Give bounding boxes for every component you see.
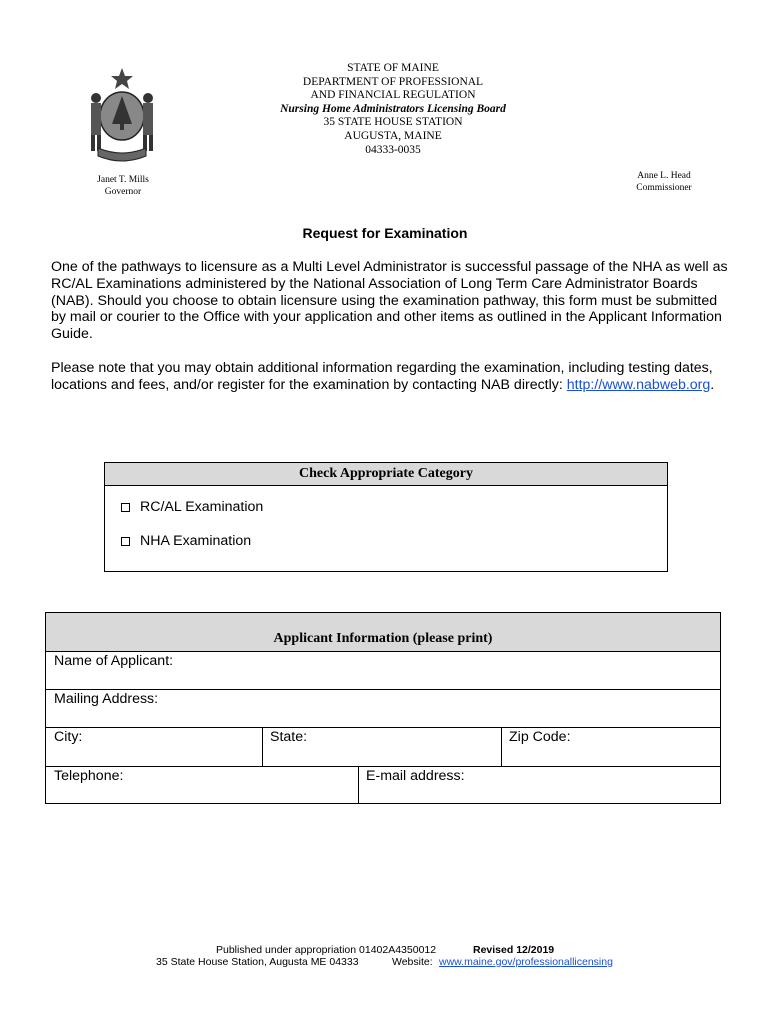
header-address-2: AUGUSTA, MAINE <box>344 129 442 142</box>
category-box <box>104 462 668 572</box>
header-line-2: DEPARTMENT OF PROFESSIONAL <box>302 75 484 88</box>
commissioner-title: Commissioner <box>636 183 692 193</box>
header-line-1: STATE OF MAINE <box>347 62 439 74</box>
intro-paragraph: One of the pathways to licensure as a Multi Level Administrator is successful passage of the NHA as well as RC/AL Examinations administered by the National Association of Long Term Care Administrator Boards (NAB). Should you choose to obtain licensure using the examination pathway, this form must be submitted by mail or courier to the Office with your application and other items as outlined in the Applicant Information Guide. <box>51 259 728 343</box>
telephone-label: Telephone: <box>54 768 124 784</box>
column-divider <box>262 727 263 766</box>
agency-header <box>230 62 556 157</box>
email-label: E-mail address: <box>366 768 465 784</box>
option-nha[interactable] <box>121 533 251 549</box>
info-paragraph <box>51 360 731 394</box>
footer-address: 35 State House Station, Augusta ME 04333 <box>156 956 359 968</box>
state-label: State: <box>270 729 308 745</box>
option-rcal-label: RC/AL Examination <box>140 499 264 515</box>
row-divider <box>46 651 720 652</box>
header-zip: 04333-0035 <box>365 143 421 156</box>
commissioner-block <box>624 170 704 194</box>
footer-published: Published under appropriation 01402A4350012 <box>216 944 437 956</box>
applicant-heading: Applicant Information (please print) <box>273 631 493 646</box>
footer-website-link[interactable]: www.maine.gov/professionallicensing <box>439 956 613 968</box>
checkbox-icon[interactable] <box>121 503 130 512</box>
footer-revised: Revised 12/2019 <box>473 944 555 956</box>
row-divider <box>46 689 720 690</box>
info-paragraph-end: . <box>710 376 715 393</box>
row-divider <box>46 727 720 728</box>
city-label: City: <box>54 729 83 745</box>
governor-title: Governor <box>104 187 142 197</box>
option-nha-label: NHA Examination <box>140 533 252 549</box>
governor-block <box>84 174 162 198</box>
commissioner-name: Anne L. Head <box>637 171 691 181</box>
board-name: Nursing Home Administrators Licensing Board <box>280 102 506 115</box>
applicant-info-table <box>45 612 721 804</box>
zip-code-label: Zip Code: <box>509 729 571 745</box>
option-rcal[interactable] <box>121 499 263 515</box>
category-heading: Check Appropriate Category <box>105 463 667 486</box>
page-title: Request for Examination <box>302 225 468 241</box>
mailing-address-label: Mailing Address: <box>54 691 159 707</box>
column-divider <box>501 727 502 766</box>
header-line-3: AND FINANCIAL REGULATION <box>310 89 476 102</box>
name-label: Name of Applicant: <box>54 653 174 669</box>
row-divider <box>46 766 720 767</box>
info-paragraph-text: Please note that you may obtain additional information regarding the examination, including testing dates, locations and fees, and/or register for the examination by contacting NAB directly: <box>51 360 713 393</box>
footer-website-label: Website: <box>392 956 433 968</box>
governor-name: Janet T. Mills <box>97 175 149 185</box>
state-seal-image <box>82 66 162 166</box>
checkbox-icon[interactable] <box>121 537 130 546</box>
nab-website-link[interactable]: http://www.nabweb.org <box>566 376 711 393</box>
column-divider <box>358 766 359 803</box>
header-address-1: 35 STATE HOUSE STATION <box>323 116 463 129</box>
